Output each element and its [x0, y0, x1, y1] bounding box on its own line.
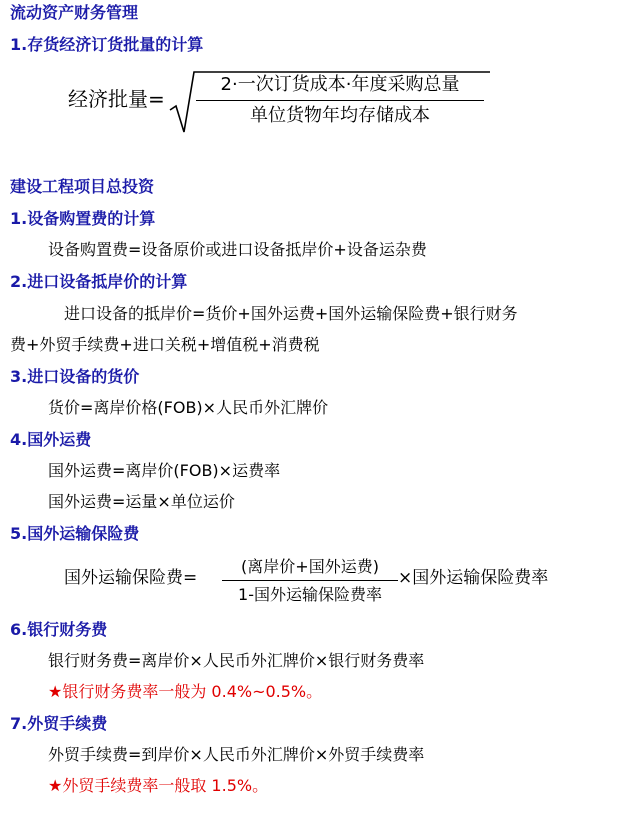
goods-price-formula: 货价=离岸价格(FOB)×人民币外汇牌价 [48, 398, 329, 417]
fraction-bar [196, 100, 484, 101]
fraction-bar [222, 580, 398, 581]
item-title-goods-price: 3.进口设备的货价 [10, 367, 140, 386]
landed-price-formula-line1: 进口设备的抵岸价=货价+国外运费+国外运输保险费+银行财务 [64, 304, 518, 323]
landed-price-formula-line2: 费+外贸手续费+进口关税+增值税+消费税 [10, 335, 320, 354]
item-title-eoq: 1.存货经济订货批量的计算 [10, 35, 204, 54]
trade-fee-rate-note: ★外贸手续费率一般取 1.5%。 [48, 776, 269, 795]
section-title-construction: 建设工程项目总投资 [10, 177, 155, 196]
eoq-formula [58, 66, 498, 136]
insurance-denominator: 1-国外运输保险费率 [238, 585, 382, 604]
item-title-bank-fee: 6.银行财务费 [10, 620, 108, 639]
item-title-transport-insurance: 5.国外运输保险费 [10, 524, 140, 543]
item-title-foreign-freight: 4.国外运费 [10, 430, 92, 449]
insurance-formula-tail: ×国外运输保险费率 [398, 568, 549, 588]
foreign-freight-formula-2: 国外运费=运量×单位运价 [48, 492, 235, 511]
insurance-formula-lhs: 国外运输保险费= [64, 568, 198, 588]
item-title-landed-price: 2.进口设备抵岸价的计算 [10, 272, 188, 291]
trade-fee-formula: 外贸手续费=到岸价×人民币外汇牌价×外贸手续费率 [48, 745, 425, 764]
eoq-denominator: 单位货物年均存储成本 [250, 105, 430, 126]
insurance-fraction [222, 556, 398, 610]
eoq-fraction [196, 73, 484, 133]
item-title-trade-fee: 7.外贸手续费 [10, 714, 108, 733]
insurance-numerator: (离岸价+国外运费) [241, 557, 379, 576]
bank-fee-rate-note: ★银行财务费率一般为 0.4%~0.5%。 [48, 682, 323, 701]
eoq-formula-lhs: 经济批量= [68, 87, 165, 111]
eoq-numerator: 2·一次订货成本·年度采购总量 [220, 74, 460, 95]
bank-fee-formula: 银行财务费=离岸价×人民币外汇牌价×银行财务费率 [48, 651, 425, 670]
equipment-purchase-formula: 设备购置费=设备原价或进口设备抵岸价+设备运杂费 [48, 240, 427, 259]
foreign-freight-formula-1: 国外运费=离岸价(FOB)×运费率 [48, 461, 281, 480]
item-title-equipment-purchase: 1.设备购置费的计算 [10, 209, 156, 228]
insurance-formula [62, 553, 572, 613]
section-title-current-assets: 流动资产财务管理 [10, 3, 139, 22]
